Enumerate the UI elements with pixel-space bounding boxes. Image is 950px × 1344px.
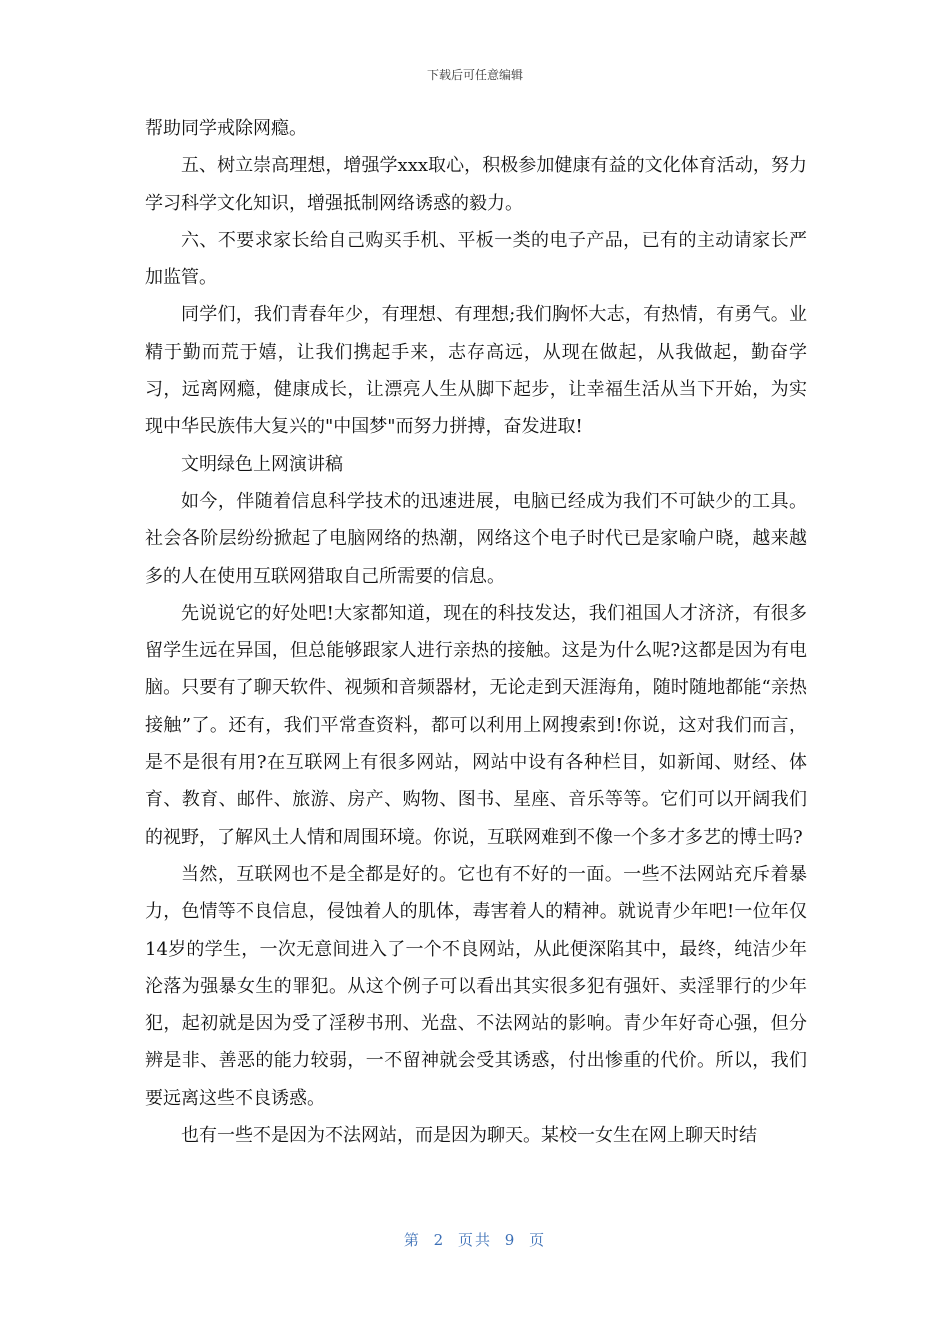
footer-suffix: 页 — [529, 1231, 547, 1249]
footer-middle: 页共 — [457, 1231, 492, 1249]
paragraph: 同学们，我们青春年少，有理想、有理想;我们胸怀大志，有热情，有勇气。业精于勤而荒于嬉，让我们携起手来，志存高远，从现在做起，从我做起，勤奋学习，远离网瘾，健康成长，让漂亮人生从脚下起步，让幸福生活从当下开始，为实现中华民族伟大复兴的"中国梦"而努力拼搏，奋发进取! — [145, 304, 807, 438]
footer-prefix: 第 — [403, 1231, 421, 1249]
paragraph: 当然，互联网也不是全都是好的。它也有不好的一面。一些不法网站充斥着暴力，色情等不良信息，侵蚀着人的肌体，毒害着人的精神。就说青少年吧!一位年仅14岁的学生，一次无意间进入了一个不良网站，从此便深陷其中，最终，纯洁少年沦落为强暴女生的罪犯。从这个例子可以看出其实很多犯有强奸、卖淫罪行的少年犯，起初就是因为受了淫秽书刑、光盘、不法网站的影响。青少年好奇心强，但分辨是非、善恶的能力较弱，一不留神就会受其诱惑，付出惨重的代价。所以，我们要远离这些不良诱惑。 — [145, 863, 807, 1109]
paragraph: 如今，伴随着信息科学技术的迅速进展，电脑已经成为我们不可缺少的工具。社会各阶层纷纷掀起了电脑网络的热潮，网络这个电子时代已是家喻户晓，越来越多的人在使用互联网猎取自己所需要的信息。 — [145, 490, 807, 587]
document-body — [145, 110, 807, 1154]
section-title: 文明绿色上网演讲稿 — [181, 453, 343, 475]
paragraph: 先说说它的好处吧!大家都知道，现在的科技发达，我们祖国人才济济，有很多留学生远在异国，但总能够跟家人进行亲热的接触。这是为什么呢?这都是因为有电脑。只要有了聊天软件、视频和音频器材，无论走到天涯海角，随时随地都能“亲热接触”了。还有，我们平常查资料，都可以利用上网搜索到!你说，这对我们而言，是不是很有用?在互联网上有很多网站，网站中设有各种栏目，如新闻、财经、体育、教育、邮件、旅游、房产、购物、图书、星座、音乐等等。它们可以开阔我们的视野，了解风土人情和周围环境。你说，互联网难到不像一个多才多艺的博士吗? — [145, 602, 807, 848]
page-footer — [0, 1229, 950, 1250]
footer-total-pages: 9 — [504, 1231, 517, 1249]
paragraph: 六、不要求家长给自己购买手机、平板一类的电子产品，已有的主动请家长严加监管。 — [145, 229, 807, 289]
footer-page-number: 2 — [433, 1231, 446, 1249]
paragraph: 帮助同学戒除网瘾。 — [145, 118, 307, 139]
paragraph: 五、树立崇高理想，增强学xxx取心，积极参加健康有益的文化体育活动，努力学习科学文化知识，增强抵制网络诱惑的毅力。 — [145, 155, 807, 214]
page-header: 下载后可任意编辑 — [426, 68, 523, 82]
paragraph: 也有一些不是因为不法网站，而是因为聊天。某校一女生在网上聊天时结 — [181, 1125, 757, 1147]
